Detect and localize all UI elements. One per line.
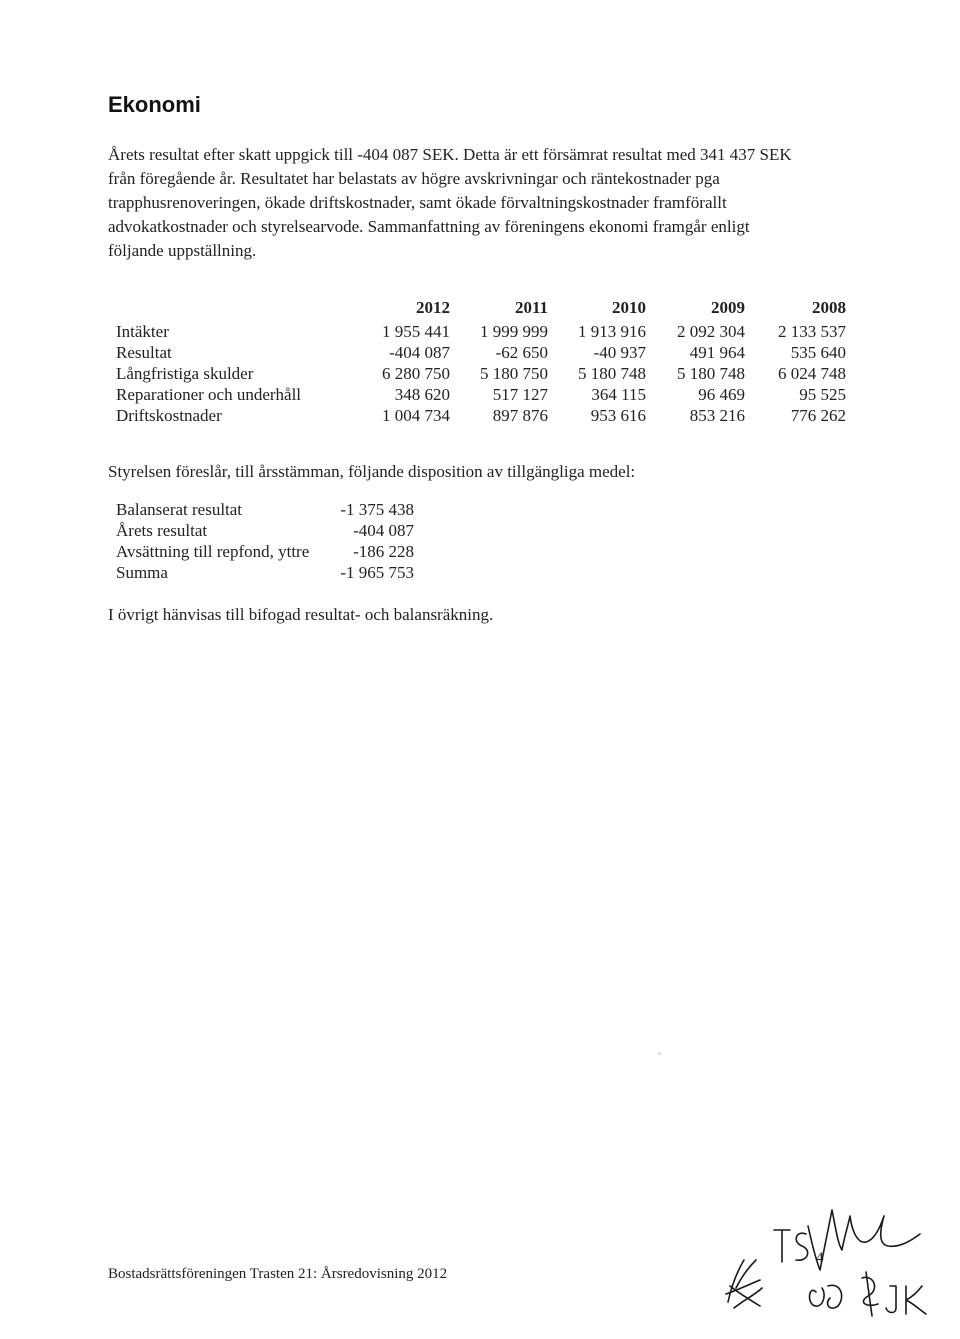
value-cell: -404 087 <box>353 521 414 540</box>
value-cell: 953 616 <box>590 406 646 425</box>
initials-scribble <box>862 1272 878 1316</box>
row-label: Resultat <box>116 343 172 362</box>
table-row <box>116 405 846 426</box>
value-cell: -1 965 753 <box>340 563 414 582</box>
row-label: Årets resultat <box>116 521 208 540</box>
value-cell: 5 180 748 <box>578 364 646 383</box>
section-heading: Ekonomi <box>108 92 201 117</box>
value-cell: -62 650 <box>495 343 548 362</box>
row-label: Långfristiga skulder <box>116 364 254 383</box>
value-cell: 1 004 734 <box>382 406 450 425</box>
year-header: 2010 <box>612 298 646 317</box>
value-cell: 2 092 304 <box>677 322 745 341</box>
value-cell: 348 620 <box>394 385 450 404</box>
value-cell: 6 024 748 <box>778 364 846 383</box>
intro-line: från föregående år. Resultatet har belastats av högre avskrivningar och räntekostnader pga <box>108 169 720 188</box>
year-header: 2008 <box>812 298 846 317</box>
value-cell: 1 955 441 <box>382 322 450 341</box>
value-cell: 535 640 <box>790 343 846 362</box>
table-header-row <box>116 292 846 321</box>
initials-scribble <box>810 1285 842 1308</box>
initials-jk <box>886 1286 926 1314</box>
signature-initials-graphic <box>720 1190 940 1320</box>
signature-stroke <box>808 1210 920 1270</box>
value-cell: 2 133 537 <box>778 322 846 341</box>
value-cell: -40 937 <box>593 343 646 362</box>
year-header: 2012 <box>416 298 450 317</box>
value-cell: 6 280 750 <box>382 364 450 383</box>
value-cell: 517 127 <box>492 385 548 404</box>
table-row <box>116 520 414 541</box>
page-footer: Bostadsrättsföreningen Trasten 21: Årsredovisning 2012 <box>108 1266 448 1282</box>
proposal-text: Styrelsen föreslår, till årsstämman, följande disposition av tillgängliga medel: <box>108 462 636 481</box>
row-label: Avsättning till repfond, yttre <box>116 542 310 561</box>
table-row <box>116 363 846 384</box>
financial-summary-table <box>116 292 846 426</box>
scan-speck <box>658 1052 661 1055</box>
value-cell: 776 262 <box>790 406 846 425</box>
value-cell: 96 469 <box>698 385 745 404</box>
intro-line: advokatkostnader och styrelsearvode. Sammanfattning av föreningens ekonomi framgår enligt <box>108 217 750 236</box>
header-empty-cell <box>116 292 340 321</box>
row-label: Driftskostnader <box>116 406 222 425</box>
value-cell: 1 999 999 <box>480 322 548 341</box>
disposition-table <box>116 499 414 583</box>
table-row <box>116 562 414 583</box>
table-row <box>116 342 846 363</box>
value-cell: -1 375 438 <box>340 500 414 519</box>
value-cell: 1 913 916 <box>578 322 646 341</box>
value-cell: 5 180 748 <box>677 364 745 383</box>
year-header: 2009 <box>711 298 745 317</box>
intro-paragraph <box>108 143 848 263</box>
initials-ts <box>774 1230 808 1262</box>
value-cell: 853 216 <box>689 406 745 425</box>
row-label: Reparationer och underhåll <box>116 385 302 404</box>
page-number: 4 <box>816 1250 824 1266</box>
year-header: 2011 <box>514 298 548 317</box>
value-cell: 95 525 <box>799 385 846 404</box>
value-cell: 491 964 <box>689 343 745 362</box>
intro-line: Årets resultat efter skatt uppgick till -404 087 SEK. Detta är ett försämrat resultat med 341 437 SEK <box>108 145 792 164</box>
table-row <box>116 499 414 520</box>
initials-scribble <box>726 1260 762 1308</box>
row-label: Summa <box>116 563 168 582</box>
table-row <box>116 384 846 405</box>
value-cell: 364 115 <box>591 385 646 404</box>
value-cell: 5 180 750 <box>480 364 548 383</box>
table-row <box>116 541 414 562</box>
value-cell: -404 087 <box>389 343 450 362</box>
intro-line: följande uppställning. <box>108 241 257 260</box>
row-label: Intäkter <box>116 322 169 341</box>
intro-line: trapphusrenoveringen, ökade driftskostnader, samt ökade förvaltningskostnader framförallt <box>108 193 727 212</box>
value-cell: 897 876 <box>492 406 548 425</box>
closing-text: I övrigt hänvisas till bifogad resultat- och balansräkning. <box>108 605 494 624</box>
row-label: Balanserat resultat <box>116 500 243 519</box>
value-cell: -186 228 <box>353 542 414 561</box>
table-row <box>116 321 846 342</box>
